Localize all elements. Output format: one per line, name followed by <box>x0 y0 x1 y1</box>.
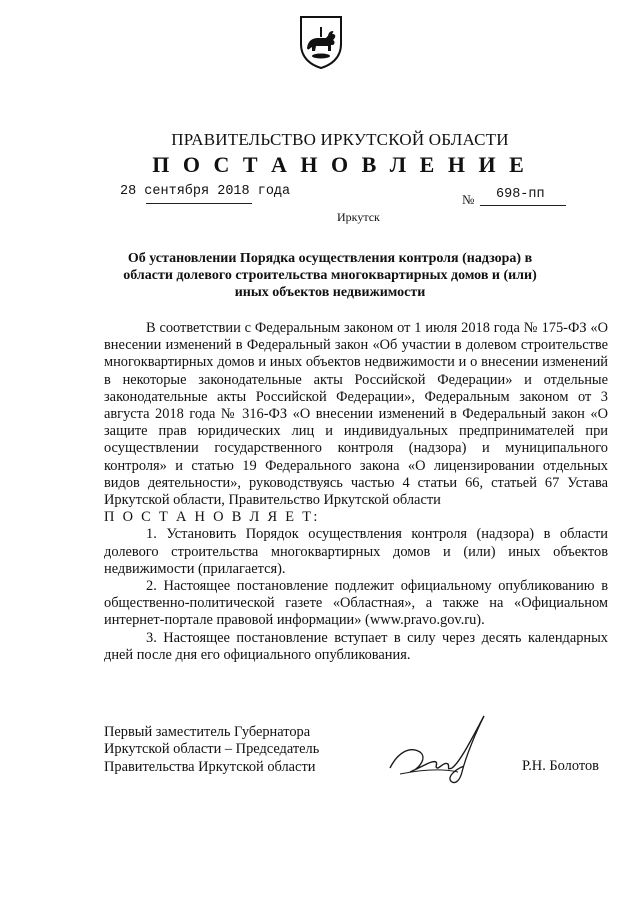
preamble-paragraph: В соответствии с Федеральным законом от 1 июля 2018 года № 175-ФЗ «О внесении изменений в Федеральный закон «Об участии в долевом строительстве многоквартирных домов и иных объектов недвижимости и о внесении изменений в некоторые законодательные акты Российской Федерации» и отдельные законодательные акты Российской Федерации», Федеральным законом от 3 августа 2018 года № 316-ФЗ «О внесении изменений в Федеральный закон «О защите прав юридических лиц и индивидуальных предпринимателей при осуществлении государственного контроля (надзора) и муниципального контроля» и статью 19 Федерального закона «О лицензировании отдельных видов деятельности», руководствуясь частью 4 статьи 66, статьей 67 Устава Иркутской области, Правительство Иркутской области <box>104 320 608 509</box>
signatory-title-line: Первый заместитель Губернатора <box>104 724 311 740</box>
item-3: 3. Настоящее постановление вступает в силу через десять календарных дней после дня его официального опубликования. <box>104 629 608 663</box>
document-body <box>104 320 608 664</box>
irkutsk-coat-of-arms-icon <box>298 14 344 70</box>
signatory-title-line: Иркутской области – Председатель <box>104 741 320 758</box>
date-underline <box>146 203 252 204</box>
item-2: 2. Настоящее постановление подлежит официальному опубликованию в общественно-политической газете «Областная», а также на «Официальном интернет-портале правовой информации» (www.pravo.gov.ru). <box>104 578 608 629</box>
city: Иркутск <box>337 210 380 224</box>
number-underline <box>480 205 566 206</box>
document-type: П О С Т А Н О В Л Е Н И Е <box>152 152 528 177</box>
handwritten-signature <box>380 712 490 786</box>
government-name: ПРАВИТЕЛЬСТВО ИРКУТСКОЙ ОБЛАСТИ <box>171 130 509 149</box>
document-date: 28 сентября 2018 года <box>120 184 291 199</box>
number-label: № <box>462 192 475 207</box>
signatory-name: Р.Н. Болотов <box>522 758 599 774</box>
item-1: 1. Установить Порядок осуществления контроля (надзора) в области долевого строительства многоквартирных домов и (или) иных объектов недвижимости (прилагается). <box>104 526 608 577</box>
signatory-title <box>104 724 319 776</box>
signatory-title-line: Правительства Иркутской области <box>104 758 316 775</box>
decree-heading: П О С Т А Н О В Л Я Е Т: <box>104 509 320 526</box>
document-number: 698-пп <box>496 187 545 202</box>
document-title: Об установлении Порядка осуществления контроля (надзора) в области долевого строительства многоквартирных домов и (или) иных объектов недвижимости <box>123 251 537 300</box>
